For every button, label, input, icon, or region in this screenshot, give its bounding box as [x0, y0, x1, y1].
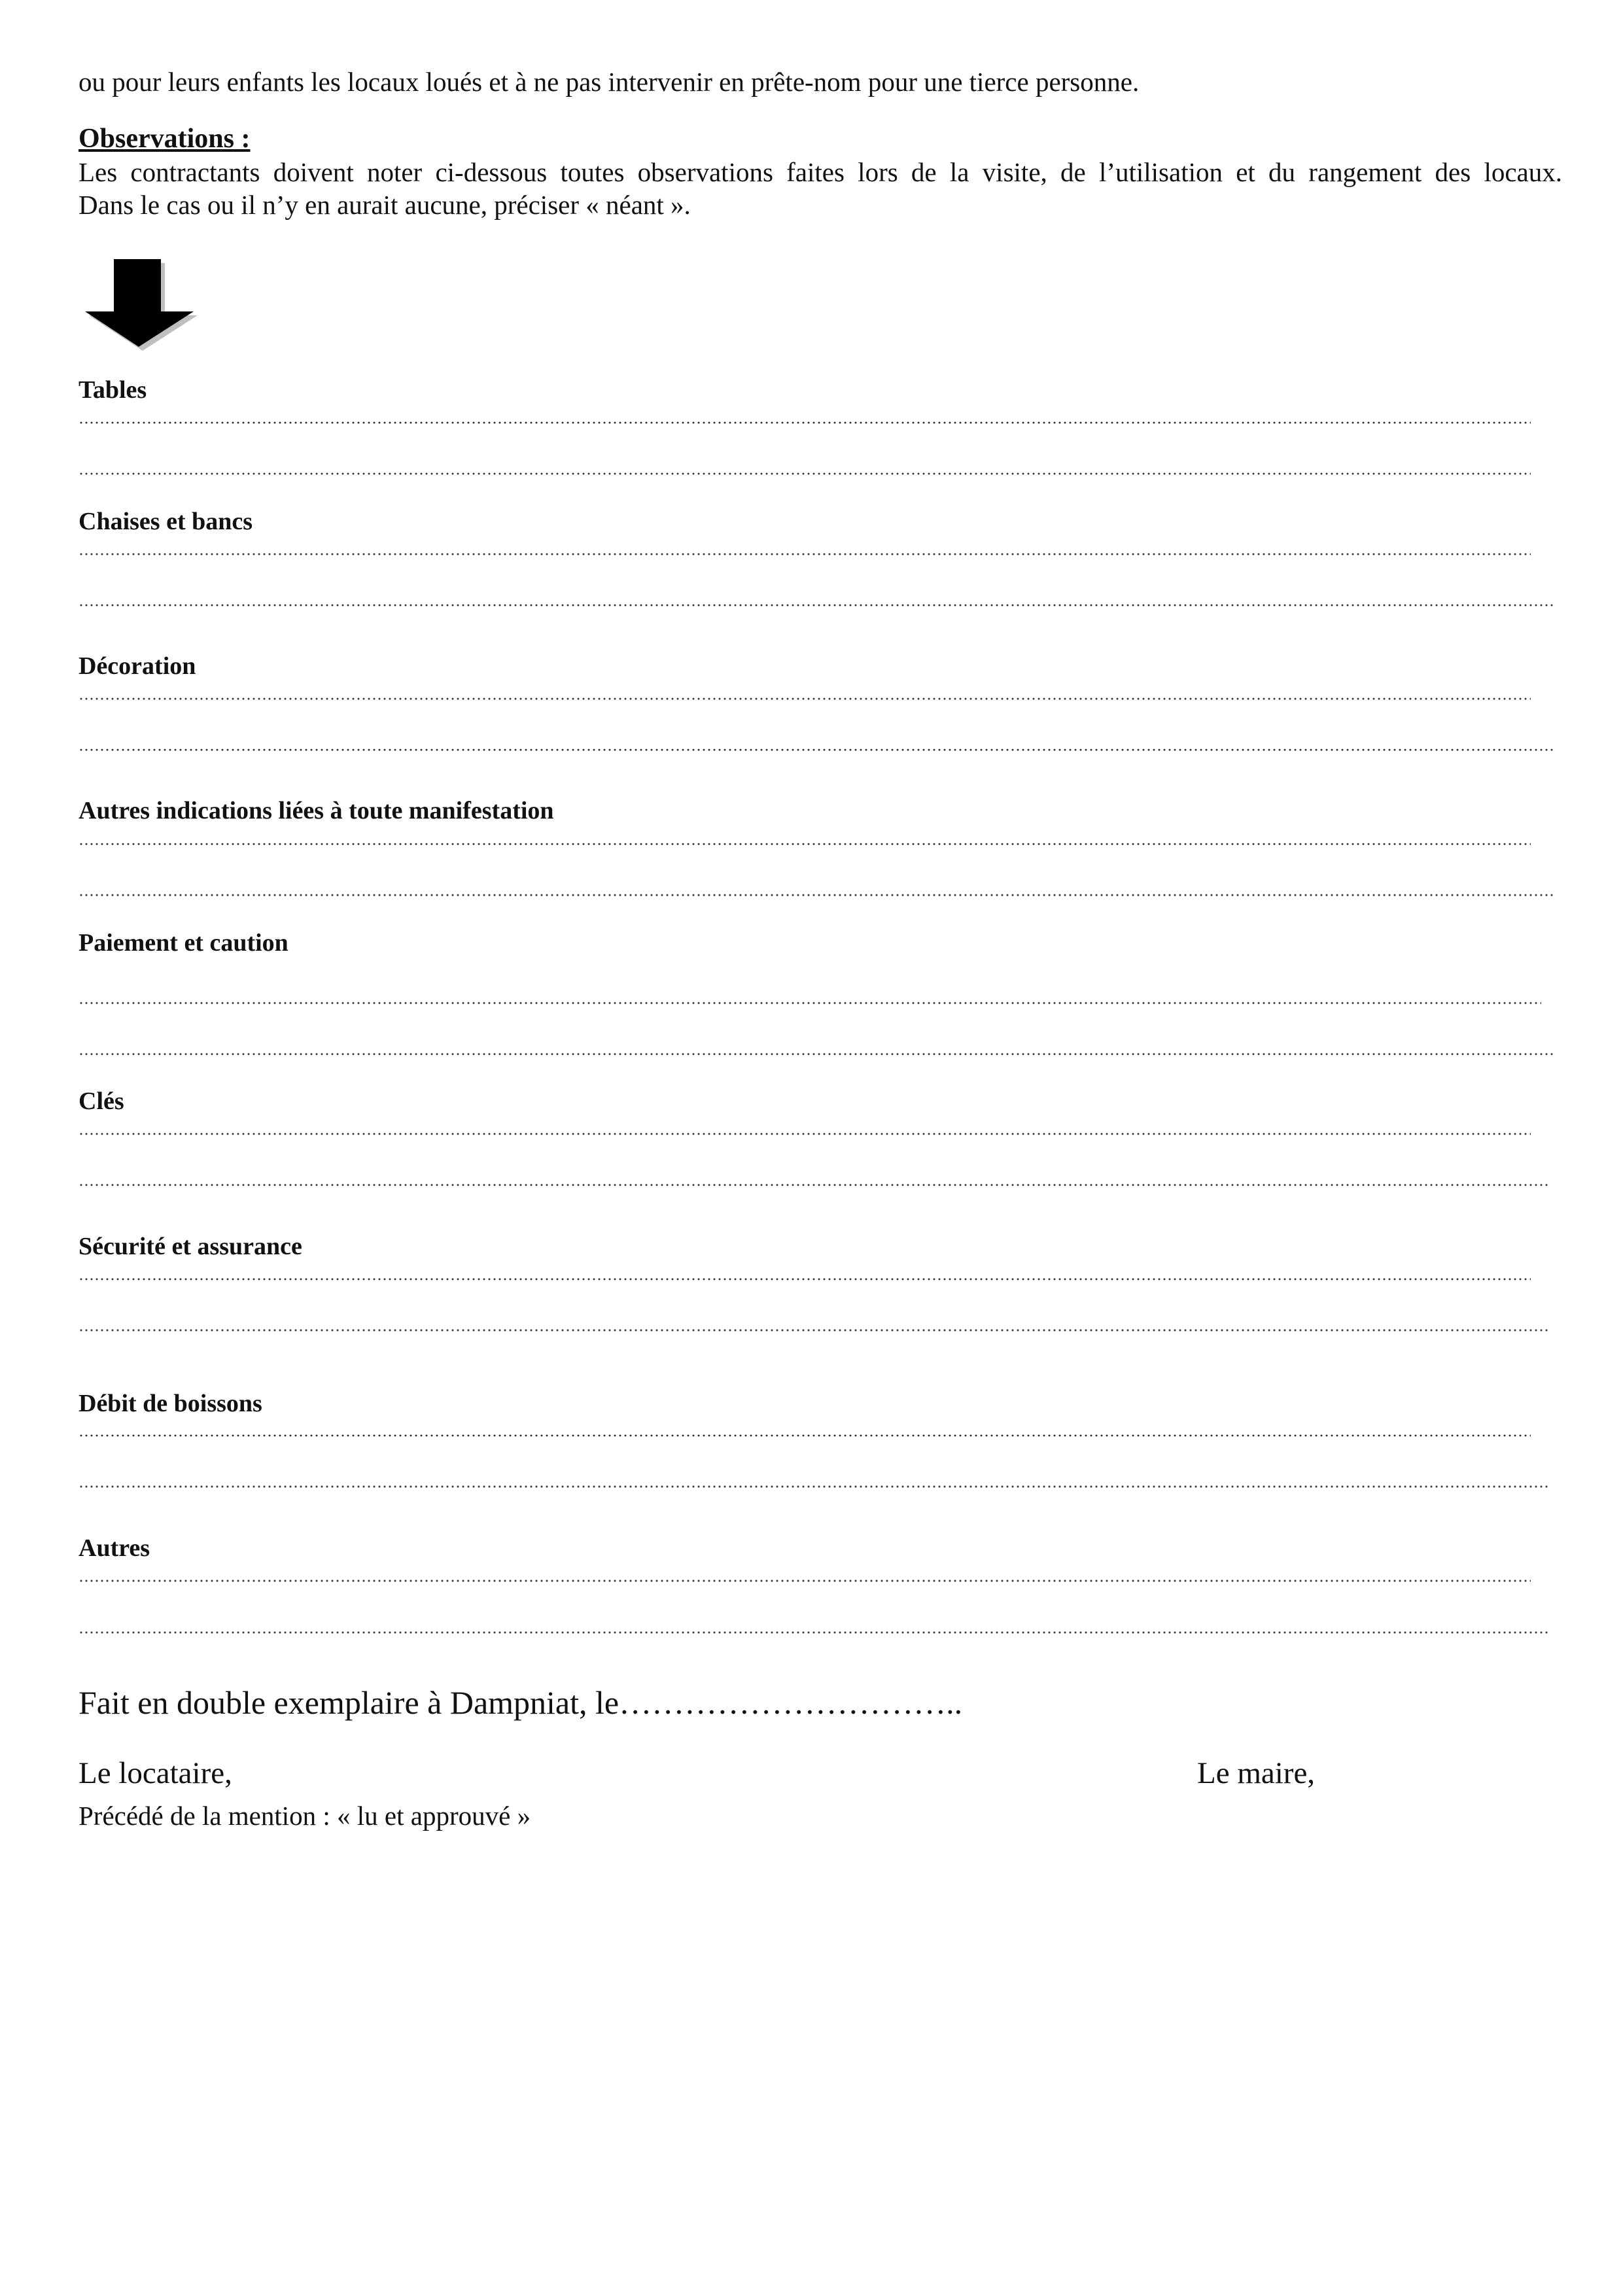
section-tables-line-2[interactable] — [79, 472, 1531, 475]
section-paiement-caution-line-2[interactable] — [79, 1053, 1554, 1055]
section-chaises-bancs-line-1[interactable] — [79, 553, 1531, 556]
section-paiement-caution-line-1[interactable] — [79, 1002, 1541, 1004]
section-debit-boissons-line-2[interactable] — [79, 1485, 1548, 1488]
section-cles-line-1[interactable] — [79, 1133, 1531, 1135]
section-autres-indications-line-2[interactable] — [79, 894, 1554, 896]
section-autres-line-2[interactable] — [79, 1631, 1548, 1634]
section-decoration-line-1[interactable] — [79, 698, 1531, 700]
observations-instructions-line1: Les contractants doivent noter ci-dessous toutes observations faites lors de la visite, de l’utilisation et du rangement des locaux. — [79, 157, 1562, 187]
section-label-securite-assurance: Sécurité et assurance — [79, 1233, 302, 1260]
intro-text: ou pour leurs enfants les locaux loués et à ne pas intervenir en prête-nom pour une tierce personne. — [79, 67, 1140, 97]
section-chaises-bancs-line-2[interactable] — [79, 604, 1554, 607]
section-label-autres: Autres — [79, 1534, 150, 1562]
tenant-signature-label: Le locataire, — [79, 1756, 232, 1790]
observations-instructions-line2: Dans le cas ou il n’y en aurait aucune, préciser « néant ». — [79, 190, 691, 220]
mayor-signature-label: Le maire, — [1197, 1756, 1316, 1790]
closing-statement: Fait en double exemplaire à Dampniat, le………………………….. — [79, 1684, 963, 1721]
down-arrow-icon — [85, 259, 203, 355]
section-label-autres-indications: Autres indications liées à toute manifestation — [79, 797, 554, 824]
section-label-paiement-caution: Paiement et caution — [79, 929, 288, 957]
observations-title: Observations — [79, 124, 235, 154]
section-label-debit-boissons: Débit de boissons — [79, 1390, 262, 1417]
section-autres-line-1[interactable] — [79, 1580, 1531, 1582]
section-label-tables: Tables — [79, 376, 147, 404]
observations-colon: : — [234, 124, 251, 154]
section-tables-line-1[interactable] — [79, 421, 1531, 424]
section-debit-boissons-line-1[interactable] — [79, 1434, 1531, 1437]
observations-heading — [79, 123, 251, 154]
section-securite-assurance-line-1[interactable] — [79, 1278, 1531, 1280]
section-securite-assurance-line-2[interactable] — [79, 1329, 1548, 1332]
section-autres-indications-line-1[interactable] — [79, 843, 1531, 845]
approval-mention: Précédé de la mention : « lu et approuvé » — [79, 1801, 531, 1831]
section-label-chaises-bancs: Chaises et bancs — [79, 508, 253, 535]
section-decoration-line-2[interactable] — [79, 749, 1554, 751]
section-label-decoration: Décoration — [79, 652, 196, 680]
section-cles-line-2[interactable] — [79, 1184, 1548, 1186]
section-label-cles: Clés — [79, 1087, 124, 1115]
